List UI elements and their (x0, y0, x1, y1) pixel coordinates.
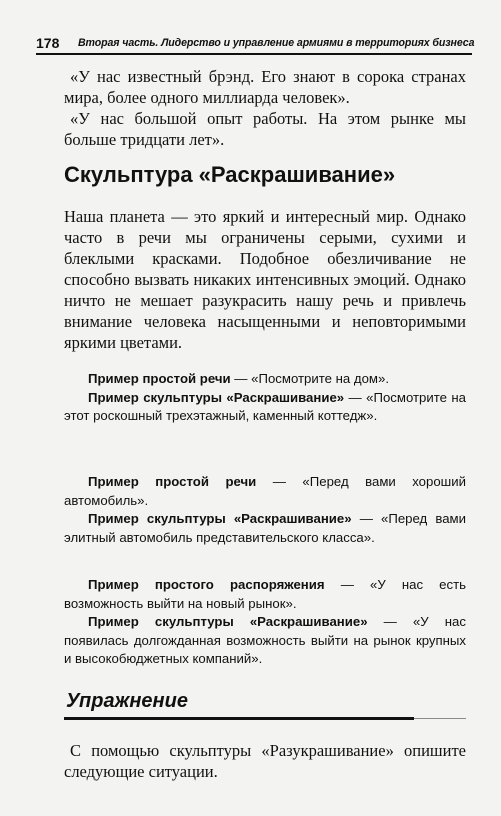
example-block (64, 370, 466, 426)
sculpture-example (64, 510, 466, 547)
example-label: Пример скульптуры «Раскрашивание» (88, 389, 345, 405)
header-rule (36, 53, 472, 55)
example-text: — «Посмотрите на дом». (230, 371, 389, 386)
exercise-rule (64, 717, 414, 720)
example-label: Пример простого распоряжения (88, 577, 325, 592)
quote-paragraph: «У нас большой опыт работы. На этом рынке мы больше тридцати лет». (64, 109, 466, 149)
sculpture-example (64, 389, 466, 426)
intro-paragraph: Наша планета — это яркий и интересный мир. Однако часто в речи мы ограничены серыми, сухими и блеклыми красками. Подобное обезличивание не способно вызвать никаких интенсивных эмоций. Однако ничто не мешает разукрасить нашу речь и привлечь внимание человека насыщенными и неповторимыми яркими цветами. (64, 207, 466, 352)
example-block (64, 473, 466, 547)
example-block (64, 576, 466, 669)
simple-example (64, 576, 466, 613)
quote-paragraph: «У нас известный брэнд. Его знают в сорока странах мира, более одного миллиарда человек». (64, 67, 466, 107)
example-label: Пример скульптуры «Раскрашивание» (88, 511, 352, 526)
simple-example (64, 473, 466, 510)
example-label: Пример простой речи (88, 371, 231, 386)
example-label: Пример скульптуры «Раскрашивание» (88, 614, 368, 629)
section-title: Скульптура «Раскрашивание» (64, 162, 396, 187)
exercise-text: С помощью скульптуры «Разукрашивание» опишите следующие ситуации. (64, 741, 466, 781)
exercise-rule-tail (414, 718, 466, 719)
running-header (36, 35, 475, 53)
running-title: Вторая часть. Лидерство и управление армиями в территориях бизнеса (78, 37, 475, 49)
example-text: — «У нас есть возможность выйти на новый рынок». (64, 577, 466, 611)
sculpture-example (64, 613, 466, 669)
example-text: — «Перед вами хороший автомобиль». (64, 474, 466, 508)
example-text: — «У нас появилась долгожданная возможность выйти на рынок крупных и высокобюджетных компаний». (64, 614, 466, 666)
simple-example (64, 370, 466, 389)
exercise-title: Упражнение (66, 690, 188, 712)
example-label: Пример простой речи (88, 474, 257, 489)
example-text: — «Посмотрите на этот роскошный трехэтажный, каменный коттедж». (64, 389, 466, 423)
example-text: — «Перед вами элитный автомобиль представительского класса». (64, 511, 466, 545)
page-number: 178 (36, 35, 60, 51)
